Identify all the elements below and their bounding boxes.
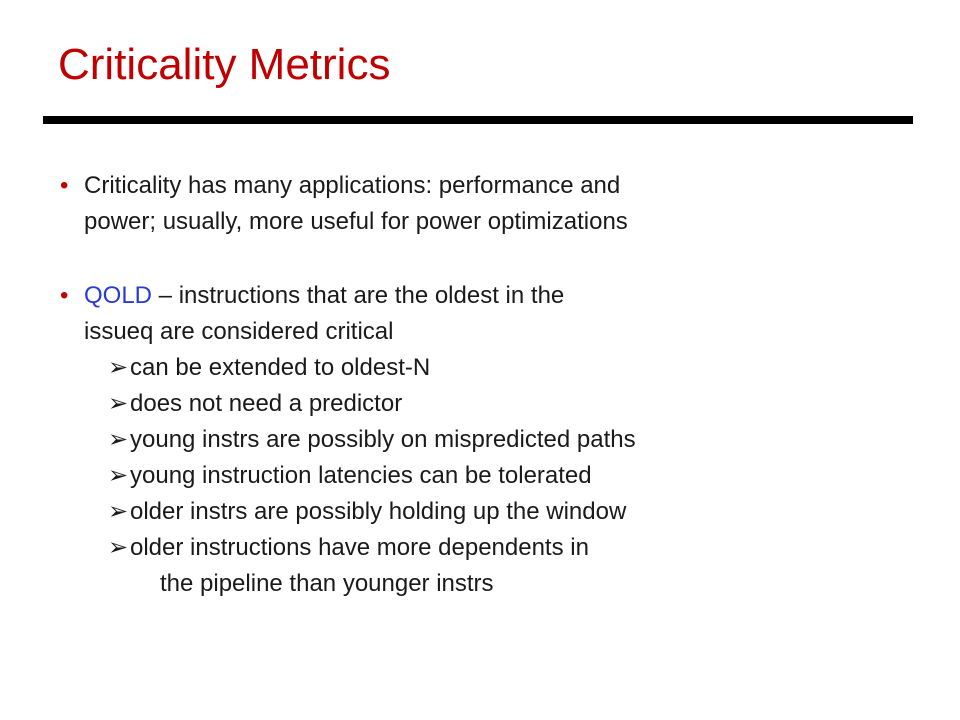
bullet-qold	[58, 278, 918, 350]
qold-sub-list	[58, 350, 918, 602]
slide-body	[58, 168, 918, 602]
sub-item-text: older instructions have more dependents in	[130, 534, 589, 561]
bullet-spacer	[58, 240, 918, 278]
arrow-bullet-icon: ➢	[108, 354, 129, 381]
arrow-bullet-icon: ➢	[108, 498, 129, 525]
sub-item-text: older instrs are possibly holding up the window	[130, 498, 627, 525]
bullet-marker: •	[60, 282, 69, 309]
bullet-text-line-2: issueq are considered critical	[84, 318, 394, 345]
sub-item-text-continuation: the pipeline than younger instrs	[160, 570, 494, 597]
slide-title: Criticality Metrics	[58, 40, 391, 89]
bullet-text-line-1: Criticality has many applications: performance and	[84, 172, 621, 199]
sub-item-text: does not need a predictor	[130, 390, 403, 417]
sub-item-no-predictor	[108, 386, 918, 422]
qold-term: QOLD	[84, 282, 153, 309]
arrow-bullet-icon: ➢	[108, 462, 129, 489]
sub-item-young-mispredicted	[108, 422, 918, 458]
arrow-bullet-icon: ➢	[108, 534, 129, 561]
arrow-bullet-icon: ➢	[108, 426, 129, 453]
sub-item-older-holding-window	[108, 494, 918, 530]
sub-item-young-latencies	[108, 458, 918, 494]
sub-item-text: young instrs are possibly on mispredicted paths	[130, 426, 636, 453]
bullet-text-line-2: power; usually, more useful for power optimizations	[84, 208, 628, 235]
title-underline	[43, 116, 913, 124]
sub-item-text: can be extended to oldest-N	[130, 354, 431, 381]
sub-item-text: young instruction latencies can be tolerated	[130, 462, 592, 489]
sub-item-older-dependents	[108, 530, 918, 602]
bullet-marker: •	[60, 172, 69, 199]
bullet-criticality-applications	[58, 168, 918, 240]
sub-item-oldest-n	[108, 350, 918, 386]
arrow-bullet-icon: ➢	[108, 390, 129, 417]
bullet-text-line-1: – instructions that are the oldest in the	[152, 282, 565, 309]
